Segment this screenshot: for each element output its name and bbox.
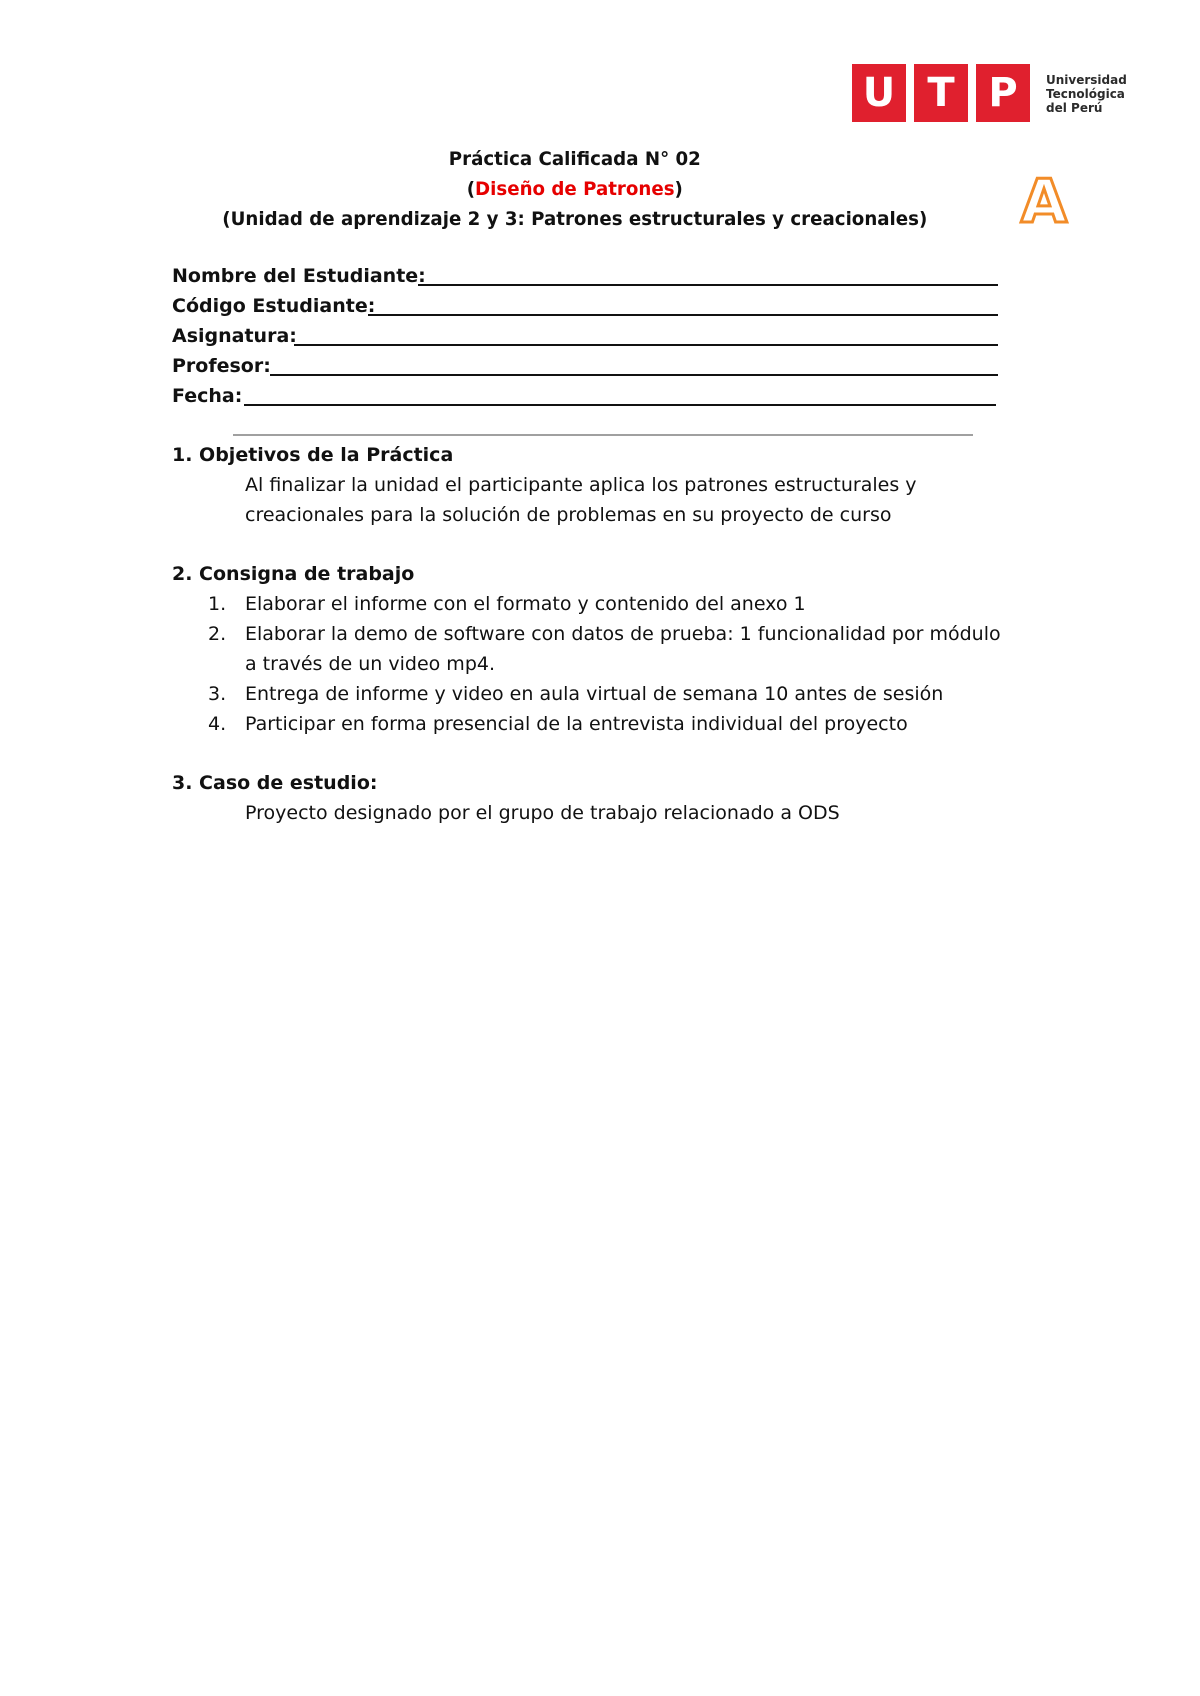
task-item-2-text: Elaborar la demo de software con datos de prueba: 1 funcionalidad por módulo xyxy=(245,623,1001,645)
objectives-title: 1. Objetivos de la Práctica xyxy=(172,444,454,466)
subject-field xyxy=(172,322,297,350)
task-item-3-number: 3. xyxy=(208,683,227,705)
task-item-1-number: 1. xyxy=(208,593,227,615)
case-study-title: 3. Caso de estudio: xyxy=(172,772,378,794)
task-item-4-text: Participar en forma presencial de la entrevista individual del proyecto xyxy=(245,713,908,735)
student-name-input-line[interactable] xyxy=(418,284,998,286)
student-name-label: Nombre del Estudiante: xyxy=(172,265,426,287)
task-title: 2. Consigna de trabajo xyxy=(172,563,415,585)
professor-label: Profesor: xyxy=(172,355,271,377)
task-item-3-text: Entrega de informe y video en aula virtual de semana 10 antes de sesión xyxy=(245,683,944,705)
subtitle-paren-open: ( xyxy=(466,178,476,200)
page-title: Práctica Calificada N° 02 xyxy=(448,148,701,170)
objectives-line-2: creacionales para la solución de problemas en su proyecto de curso xyxy=(245,504,892,526)
date-input-line[interactable] xyxy=(244,404,996,406)
logo-letter-t: T xyxy=(914,64,968,122)
professor-input-line[interactable] xyxy=(270,374,998,376)
logo-institution-name xyxy=(1046,73,1127,115)
objectives-line-1: Al finalizar la unidad el participante aplica los patrones estructurales y xyxy=(245,474,917,496)
student-code-input-line[interactable] xyxy=(368,314,998,316)
subject-label: Asignatura: xyxy=(172,325,297,347)
professor-field xyxy=(172,352,271,380)
logo-text-line-1: Universidad xyxy=(1046,73,1127,87)
case-study-text: Proyecto designado por el grupo de trabajo relacionado a ODS xyxy=(245,802,840,824)
subject-input-line[interactable] xyxy=(294,344,998,346)
student-code-label: Código Estudiante: xyxy=(172,295,376,317)
section-divider xyxy=(233,434,973,436)
unit-subtitle: (Unidad de aprendizaje 2 y 3: Patrones estructurales y creacionales) xyxy=(222,208,928,230)
grade-letter: A xyxy=(1020,167,1068,230)
course-name: Diseño de Patrones xyxy=(475,178,675,200)
task-item-4-number: 4. xyxy=(208,713,227,735)
student-name-field xyxy=(172,262,426,290)
logo-letter-p: P xyxy=(976,64,1030,122)
subtitle-paren-close: ) xyxy=(674,178,683,200)
task-item-2-text-cont: a través de un video mp4. xyxy=(245,653,496,675)
logo-text-line-2: Tecnológica xyxy=(1046,87,1125,101)
date-label: Fecha: xyxy=(172,385,243,407)
logo-text-line-3: del Perú xyxy=(1046,101,1103,115)
date-field xyxy=(172,382,242,410)
utp-logo xyxy=(852,64,1132,122)
logo-letter-u: U xyxy=(852,64,906,122)
course-subtitle xyxy=(0,176,1150,202)
task-item-2-number: 2. xyxy=(208,623,227,645)
student-code-field xyxy=(172,292,375,320)
task-item-1-text: Elaborar el informe con el formato y contenido del anexo 1 xyxy=(245,593,806,615)
